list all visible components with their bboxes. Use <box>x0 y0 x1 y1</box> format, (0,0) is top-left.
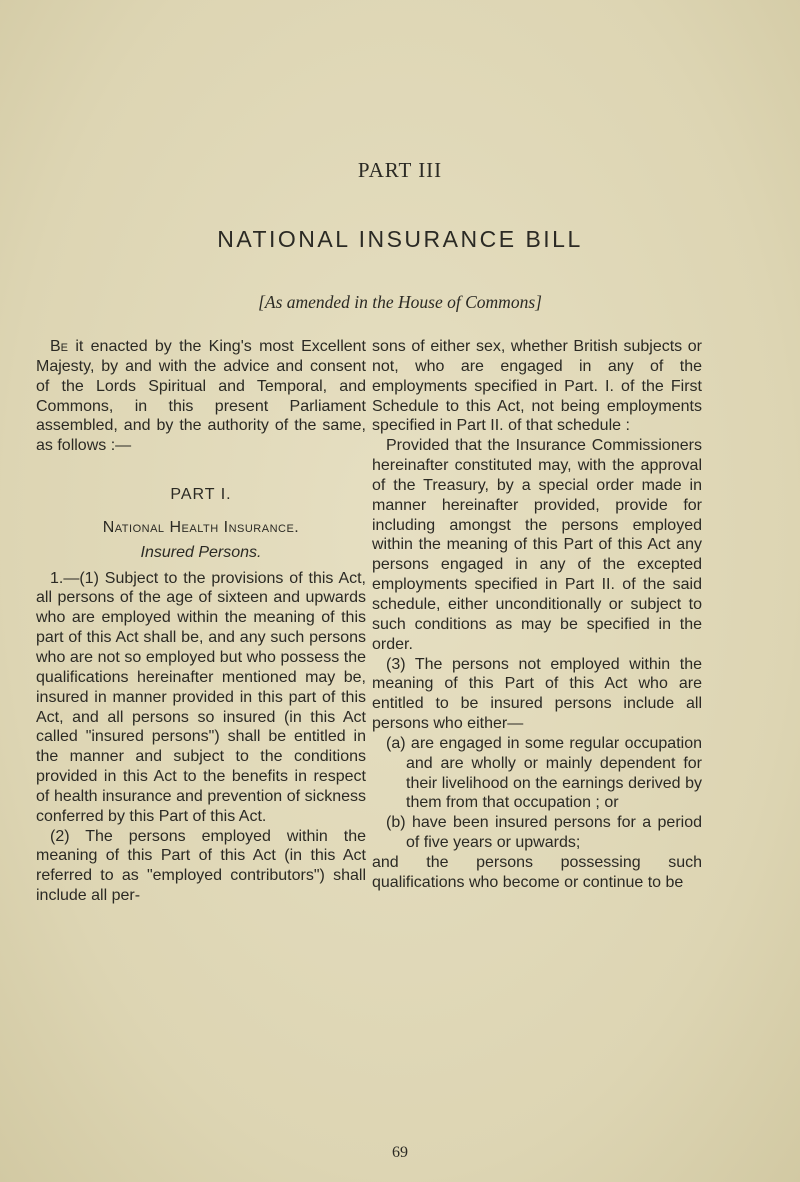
closing-line: and the persons possessing such qualifications who become or continue to be <box>372 853 702 891</box>
preamble-text: it enacted by the King's most Excellent Majesty, by and with the advice and consent of the Lords Spiritual and Temporal, and Commons, in this present Parliament assembled, and by the authority of the same, as follows :— <box>36 338 366 455</box>
left-column <box>36 337 366 906</box>
part-heading: PART III <box>357 158 443 182</box>
item-a: (a) are engaged in some regular occupation and are wholly or mainly dependent for their livelihood on the earnings derived by them from that occupation ; or <box>386 734 702 812</box>
proviso: Provided that the Insurance Commissioners hereinafter constituted may, with the approval of the Treasury, by a special order made in manner hereinafter provided, provide for including amongst the persons employed within the meaning of this Part of this Act any persons engaged in any of the excepted employments specified in Part II. of the said schedule, either unconditionally or subject to such conditions as may be specified in the order. <box>372 437 702 653</box>
page-number: 69 <box>392 1144 408 1161</box>
part-one-heading: PART I. <box>170 486 232 504</box>
insured-persons-heading: Insured Persons. <box>140 543 262 561</box>
bill-title: NATIONAL INSURANCE BILL <box>217 226 583 252</box>
preamble <box>36 337 366 456</box>
amended-note: [As amended in the House of Commons] <box>258 292 542 312</box>
paragraph-2-continued: sons of either sex, whether British subjects or not, who are engaged in any of the employments specified in Part. I. of the First Schedule to this Act, not being employments specified in Part II. of that schedule : <box>372 338 702 435</box>
paragraph-2: (2) The persons employed within the meaning of this Part of this Act (in this Act referred to as "employed contributors") shall include all per- <box>36 827 366 905</box>
section-heading: National Health Insurance. <box>102 518 300 536</box>
right-column <box>372 337 702 893</box>
paragraph-3: (3) The persons not employed within the meaning of this Part of this Act who are entitled to be insured persons include all persons who either— <box>372 655 702 733</box>
paragraph-1: 1.—(1) Subject to the provisions of this Act, all persons of the age of sixteen and upwards who are employed within the meaning of this part of this Act shall be, and any such persons who are not so employed but who possess the qualifications hereinafter mentioned may be, insured in manner provided in this part of this Act, and all persons so insured (in this Act called "insured persons") shall be entitled in the manner and subject to the conditions provided in this Act to the benefits in respect of health insurance and prevention of sickness conferred by this Part of this Act. <box>36 569 366 825</box>
preamble-first-word: Be <box>50 338 69 355</box>
item-b: (b) have been insured persons for a period of five years or upwards; <box>386 814 702 852</box>
